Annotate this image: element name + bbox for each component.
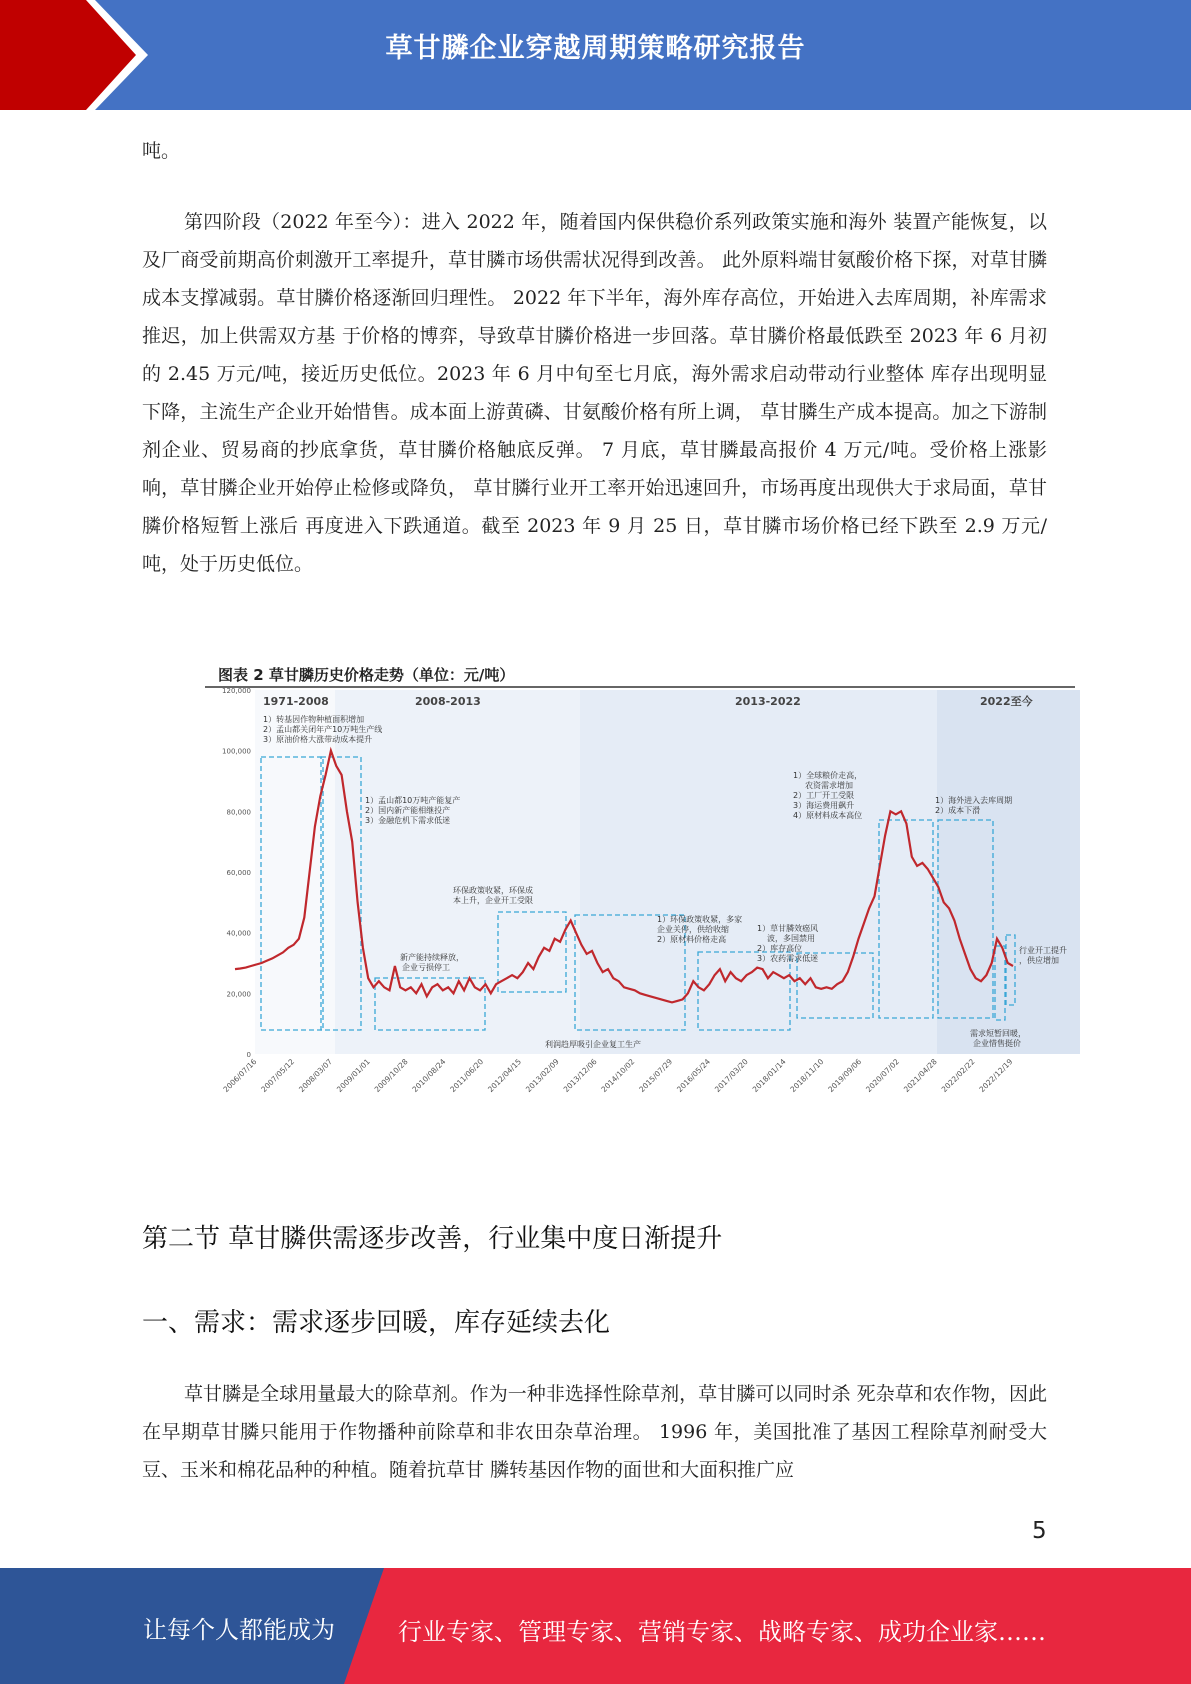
page-number: 5: [1032, 1518, 1047, 1544]
paragraph-demand-container: [142, 1375, 1047, 1489]
anno-2c: 3）金融危机下需求低迷: [365, 816, 451, 825]
anno-9b: 2）成本下滑: [935, 806, 981, 815]
paragraph-demand: 草甘膦是全球用量最大的除草剂。作为一种非选择性除草剂，草甘膦可以同时杀 死杂草和农作物，因此在早期草甘膦只能用于作物播种前除草和非农田杂草治理。 1996 年，美国批准了基因工程除草剂耐受大豆、玉米和棉花品种的种植。随着抗草甘 膦转基因作物的面世和大面积推广应: [142, 1383, 1047, 1481]
x-tick-label: 2019/09/06: [826, 1057, 864, 1094]
x-tick-label: 2015/07/29: [637, 1057, 675, 1094]
x-tick-label: 2017/03/20: [712, 1057, 750, 1094]
x-tick-label: 2012/04/15: [486, 1057, 524, 1094]
paragraph-0: 吨。: [142, 140, 181, 162]
anno-8b: 农资需求增加: [805, 781, 853, 790]
x-tick-label: 2014/10/02: [599, 1057, 637, 1094]
period-label-1: 1971-2008: [263, 695, 329, 708]
anno-7d: 3）农药需求低迷: [757, 954, 819, 963]
y-tick-label: 0: [246, 1051, 251, 1059]
x-tick-label: 2020/07/02: [864, 1057, 902, 1094]
x-tick-label: 2018/11/10: [788, 1057, 826, 1094]
paragraph-stage4: 第四阶段（2022 年至今）：进入 2022 年，随着国内保供稳价系列政策实施和海外 装置产能恢复，以及厂商受前期高价刺激开工率提升，草甘膦市场供需状况得到改善。 此外原料端甘氨酸价格下探，对草甘膦成本支撑减弱。草甘膦价格逐渐回归理性。 2022 年下半年，海外库存高位，开始进入去库周期，补库需求推迟，加上供需双方基 于价格的博弈，导致草甘膦价格进一步回落。草甘膦价格最低跌至 2023 年 6 月初的 2.45 万元/吨，接近历史低位。2023 年 6 月中旬至七月底，海外需求启动带动行业整体 库存出现明显下降，主流生产企业开始惜售。成本面上游黄磷、甘氨酸价格有所上调， 草甘膦生产成本提高。加之下游制剂企业、贸易商的抄底拿货，草甘膦价格触底反弹。 7 月底，草甘膦最高报价 4 万元/吨。受价格上涨影响，草甘膦企业开始停止检修或降负， 草甘膦行业开工率开始迅速回升，市场再度出现供大于求局面，草甘膦价格短暂上涨后 再度进入下跌通道。截至 2023 年 9 月 25 日，草甘膦市场价格已经下跌至 2.9 万元/吨，处于历史低位。: [142, 211, 1047, 575]
x-tick-label: 2013/02/09: [523, 1057, 561, 1094]
anno-4b: 本上升，企业开工受限: [453, 896, 533, 905]
chart-caption: 图表 2 草甘膦历史价格走势（单位：元/吨）: [218, 666, 515, 684]
x-tick-label: 2008/03/07: [297, 1057, 335, 1094]
anno-8e: 4）原材料成本高位: [793, 811, 863, 820]
x-tick-label: 2011/06/20: [448, 1057, 486, 1094]
anno-8d: 3）海运费用飙升: [793, 801, 855, 810]
period-bg-3: [580, 690, 937, 1054]
x-tick-label: 2022/02/22: [939, 1057, 977, 1094]
paragraph-stage4-container: [142, 203, 1047, 583]
anno-8a: 1）全球粮价走高，: [793, 771, 863, 780]
footer-slogan-right: 行业专家、管理专家、营销专家、战略专家、成功企业家……: [398, 1618, 1046, 1646]
x-tick-label: 2010/08/24: [410, 1057, 448, 1094]
subsection-heading: 一、需求：需求逐步回暖，库存延续去化: [142, 1308, 611, 1338]
y-tick-label: 120,000: [222, 687, 251, 695]
anno-1b: 2）孟山都关闭年产10万吨生产线: [263, 725, 383, 734]
anno-7a: 1）草甘膦效癌风: [757, 924, 819, 933]
period-bg-4: [937, 690, 1080, 1054]
anno-4a: 环保政策收紧，环保成: [453, 886, 533, 895]
x-tick-label: 2018/01/14: [750, 1057, 788, 1094]
anno-3a: 新产能持续释放，: [400, 953, 464, 962]
anno-10b: ，供应增加: [1019, 956, 1059, 965]
footer-slogan-left: 让每个人都能成为: [143, 1616, 335, 1644]
paragraph-tail: [142, 132, 1047, 170]
anno-1a: 1）转基因作物种植面积增加: [263, 715, 365, 724]
anno-5: 利润趋厚吸引企业复工生产: [545, 1040, 641, 1049]
anno-10a: 行业开工提升: [1019, 946, 1067, 955]
anno-6c: 2）原材料价格走高: [657, 935, 727, 944]
y-tick-label: 60,000: [226, 869, 251, 877]
anno-1c: 3）原油价格大涨带动成本提升: [263, 735, 373, 744]
x-tick-label: 2013/12/06: [561, 1057, 599, 1094]
x-tick-label: 2007/05/12: [259, 1057, 297, 1094]
x-tick-label: 2009/01/01: [334, 1057, 372, 1094]
period-bg-2: [335, 690, 580, 1054]
y-tick-label: 20,000: [226, 990, 251, 999]
y-tick-label: 40,000: [226, 929, 251, 938]
anno-9a: 1）海外进入去库周期: [935, 796, 1013, 805]
anno-11b: 企业惜售挺价: [973, 1039, 1021, 1048]
section-heading: 第二节 草甘膦供需逐步改善，行业集中度日渐提升: [142, 1224, 723, 1254]
y-tick-label: 100,000: [222, 747, 251, 756]
x-tick-label: 2016/05/24: [675, 1057, 713, 1094]
price-chart: [205, 660, 1080, 1120]
anno-8c: 2）工厂开工受限: [793, 791, 855, 800]
x-tick-label: 2022/12/19: [977, 1057, 1015, 1094]
anno-2b: 2）国内新产能相继投产: [365, 806, 451, 815]
anno-7b: 波，多国禁用: [767, 934, 815, 943]
anno-6b: 企业关停，供给收缩: [657, 925, 729, 934]
period-label-4: 2022至今: [980, 695, 1033, 708]
anno-6a: 1）环保政策收紧，多家: [657, 915, 743, 924]
report-title: 草甘膦企业穿越周期策略研究报告: [385, 33, 806, 64]
period-label-2: 2008-2013: [415, 695, 481, 708]
anno-2a: 1）孟山都10万吨产能复产: [365, 796, 461, 805]
x-tick-label: 2021/04/28: [901, 1057, 939, 1094]
period-label-3: 2013-2022: [735, 695, 801, 708]
x-tick-label: 2009/10/28: [372, 1057, 410, 1094]
y-tick-label: 80,000: [226, 808, 251, 817]
x-tick-label: 2006/07/16: [221, 1057, 259, 1094]
anno-3b: 企业亏损停工: [402, 963, 450, 972]
anno-11a: 需求短暂回暖，: [970, 1029, 1026, 1038]
anno-7c: 2）库存高位: [757, 944, 803, 953]
